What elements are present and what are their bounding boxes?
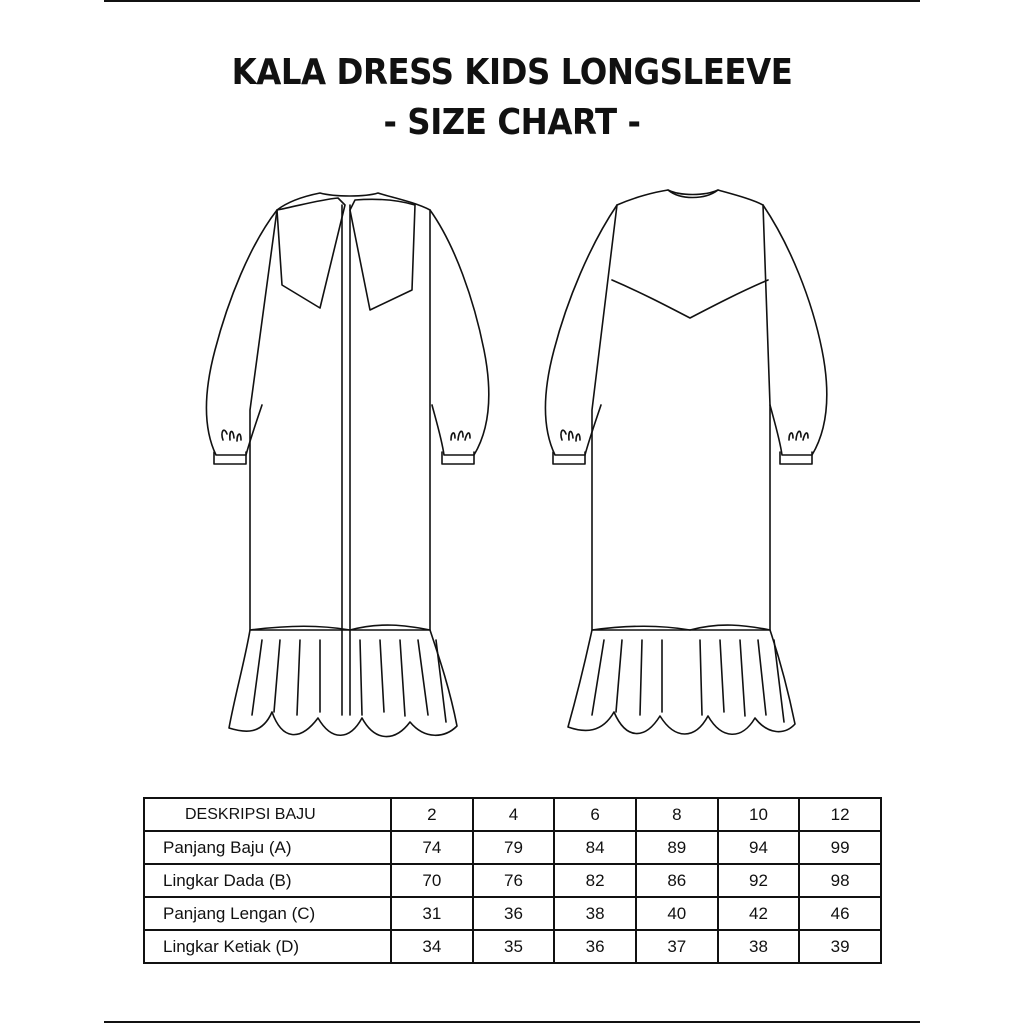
page-title: KALA DRESS KIDS LONGSLEEVE: [231, 52, 793, 93]
header-size: 4: [473, 798, 555, 831]
table-cell: 92: [718, 864, 800, 897]
page-subtitle: - SIZE CHART -: [383, 102, 641, 143]
row-label: Lingkar Ketiak (D): [144, 930, 391, 963]
table-cell: 70: [391, 864, 473, 897]
dress-front-icon: [206, 193, 488, 737]
dress-back-icon: [545, 190, 826, 734]
table-row: [144, 831, 881, 864]
size-chart-table: [143, 797, 882, 964]
table-cell: 79: [473, 831, 555, 864]
table-cell: 42: [718, 897, 800, 930]
header-size: 6: [554, 798, 636, 831]
header-size: 12: [799, 798, 881, 831]
table-cell: 82: [554, 864, 636, 897]
header-description: DESKRIPSI BAJU: [144, 798, 391, 831]
table-cell: 99: [799, 831, 881, 864]
row-label: Panjang Lengan (C): [144, 897, 391, 930]
header-size: 8: [636, 798, 718, 831]
table-cell: 84: [554, 831, 636, 864]
table-cell: 38: [554, 897, 636, 930]
table-cell: 98: [799, 864, 881, 897]
table-row: [144, 897, 881, 930]
row-label: Panjang Baju (A): [144, 831, 391, 864]
table-cell: 74: [391, 831, 473, 864]
table-cell: 76: [473, 864, 555, 897]
row-label: Lingkar Dada (B): [144, 864, 391, 897]
table-header-row: [144, 798, 881, 831]
table-cell: 35: [473, 930, 555, 963]
table-cell: 36: [473, 897, 555, 930]
table-cell: 86: [636, 864, 718, 897]
table-cell: 36: [554, 930, 636, 963]
header-size: 2: [391, 798, 473, 831]
table-cell: 89: [636, 831, 718, 864]
table-cell: 94: [718, 831, 800, 864]
header-size: 10: [718, 798, 800, 831]
table-cell: 39: [799, 930, 881, 963]
table-cell: 46: [799, 897, 881, 930]
table-cell: 31: [391, 897, 473, 930]
table-row: [144, 930, 881, 963]
bottom-divider: [104, 1021, 920, 1023]
table-cell: 38: [718, 930, 800, 963]
table-row: [144, 864, 881, 897]
table-cell: 40: [636, 897, 718, 930]
table-cell: 37: [636, 930, 718, 963]
table-cell: 34: [391, 930, 473, 963]
